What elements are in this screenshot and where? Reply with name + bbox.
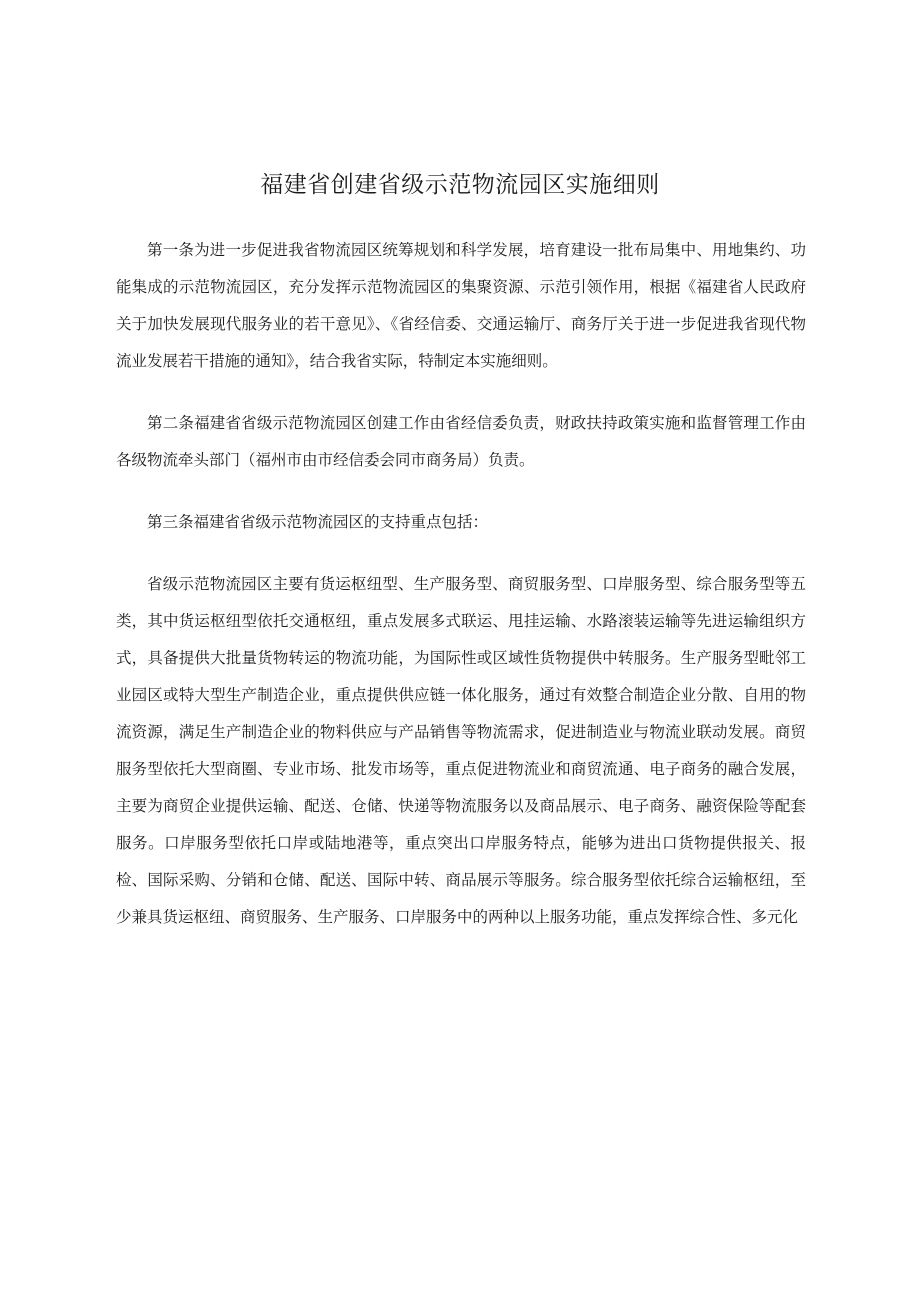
paragraph-park-types: 省级示范物流园区主要有货运枢纽型、生产服务型、商贸服务型、口岸服务型、综合服务型等五类，其中货运枢纽型依托交通枢纽，重点发展多式联运、甩挂运输、水路滚装运输等先进运输组织方式，具备提供大批量货物转运的物流功能，为国际性或区域性货物提供中转服务。生产服务型毗邻工业园区或特大型生产制造企业，重点提供供应链一体化服务，通过有效整合制造企业分散、自用的物流资源，满足生产制造企业的物料供应与产品销售等物流需求，促进制造业与物流业联动发展。商贸服务型依托大型商圈、专业市场、批发市场等，重点促进物流业和商贸流通、电子商务的融合发展，主要为商贸企业提供运输、配送、仓储、快递等物流服务以及商品展示、电子商务、融资保险等配套服务。口岸服务型依托口岸或陆地港等，重点突出口岸服务特点，能够为进出口货物提供报关、报检、国际采购、分销和仓储、配送、国际中转、商品展示等服务。综合服务型依托综合运输枢纽，至少兼具货运枢纽、商贸服务、生产服务、口岸服务中的两种以上服务功能，重点发挥综合性、多元化 xyxy=(116,575,806,926)
paragraph-spacer xyxy=(116,380,806,405)
paragraph-spacer xyxy=(116,541,806,566)
document-body xyxy=(116,232,806,936)
paragraph-article-3: 第三条福建省省级示范物流园区的支持重点包括： xyxy=(147,513,489,531)
paragraph-article-1: 第一条为进一步促进我省物流园区统筹规划和科学发展，培育建设一批布局集中、用地集约、功能集成的示范物流园区，充分发挥示范物流园区的集聚资源、示范引领作用，根据《福建省人民政府关于加快发展现代服务业的若干意见》、《省经信委、交通运输厅、商务厅关于进一步促进我省现代物流业发展若干措施的通知》，结合我省实际，特制定本实施细则。 xyxy=(116,241,806,370)
paragraph-article-2: 第二条福建省省级示范物流园区创建工作由省经信委负责，财政扶持政策实施和监督管理工作由各级物流牵头部门（福州市由市经信委会同市商务局）负责。 xyxy=(116,414,806,469)
document-title: 福建省创建省级示范物流园区实施细则 xyxy=(260,172,660,198)
paragraph-spacer xyxy=(116,479,806,504)
